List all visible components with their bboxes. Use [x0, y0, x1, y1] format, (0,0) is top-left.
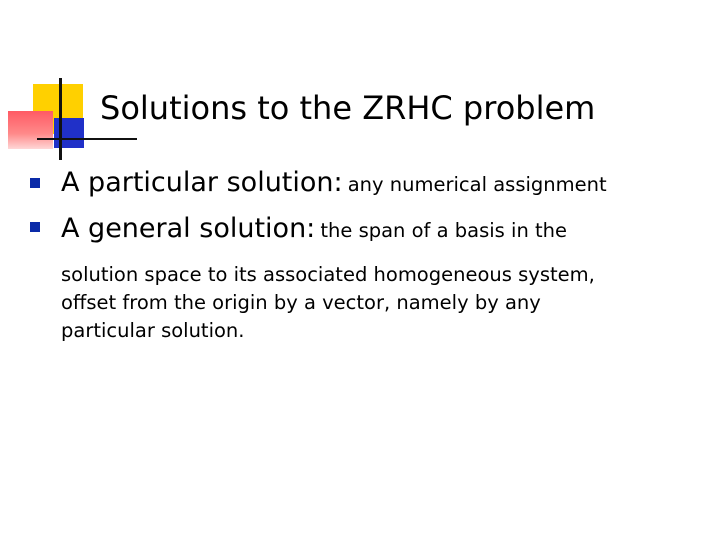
bullet-lead: A general solution:: [61, 213, 316, 244]
logo-vertical-line: [59, 78, 62, 160]
bullet-item: [30, 204, 700, 345]
continuation-line: offset from the origin by a vector, namely by any: [61, 291, 541, 314]
bullet-lead: A particular solution:: [61, 167, 343, 198]
continuation-line: particular solution.: [61, 319, 245, 342]
bullet-continuation: [61, 261, 700, 345]
square-bullet-icon: [30, 222, 40, 232]
square-bullet-icon: [30, 178, 40, 188]
logo-horizontal-line: [37, 138, 137, 140]
bullet-detail: the span of a basis in the: [320, 219, 568, 242]
slide-title: Solutions to the ZRHC problem: [100, 89, 596, 127]
bullet-detail: any numerical assignment: [347, 173, 607, 196]
bullet-list: [30, 162, 700, 345]
continuation-line: solution space to its associated homogeneous system,: [61, 263, 595, 286]
bullet-item: [30, 162, 700, 204]
logo-red-square: [8, 111, 53, 149]
